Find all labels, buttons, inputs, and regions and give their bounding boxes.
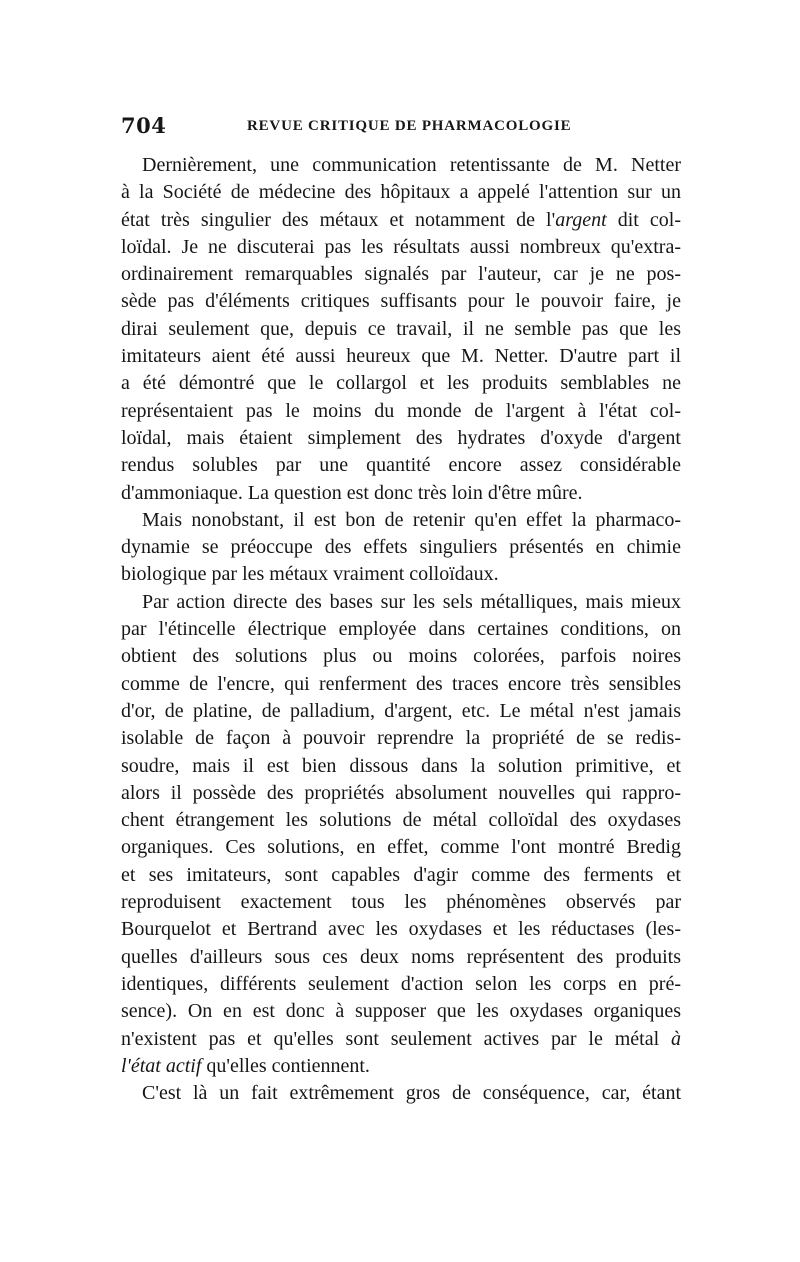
running-title: REVUE CRITIQUE DE PHARMACOLOGIE bbox=[247, 118, 572, 134]
text-line: d'ammoniaque. La question est donc très loin d'être mûre. bbox=[121, 481, 583, 504]
text-line: quelles d'ailleurs sous ces deux noms représentent des produits bbox=[121, 945, 681, 968]
text-line: à la Société de médecine des hôpitaux a appelé l'attention sur un bbox=[121, 181, 681, 204]
text-line: par l'étincelle électrique employée dans certaines conditions, on bbox=[121, 618, 681, 641]
text-line: Dernièrement, une communication retentissante de M. Netter bbox=[142, 154, 681, 176]
text-line: reproduisent exactement tous les phénomènes observés par bbox=[121, 891, 681, 914]
text-line: sède pas d'éléments critiques suffisants pour le pouvoir faire, je bbox=[121, 290, 681, 313]
italic-word: à bbox=[671, 1027, 681, 1050]
text-line: loïdal. Je ne discuterai pas les résultats aussi nombreux qu'extra- bbox=[121, 235, 681, 258]
page-header bbox=[121, 113, 681, 143]
text-line: Mais nonobstant, il est bon de retenir qu'en effet la pharmaco- bbox=[142, 508, 681, 531]
text-line: loïdal, mais étaient simplement des hydrates d'oxyde d'argent bbox=[121, 426, 681, 449]
text-line: n'existent pas et qu'elles sont seulement actives par le métal à bbox=[121, 1027, 681, 1050]
text-line: ordinairement remarquables signalés par l'auteur, car je ne pos- bbox=[121, 263, 681, 286]
text-line: Par action directe des bases sur les sels métalliques, mais mieux bbox=[142, 590, 681, 613]
text-line: a été démontré que le collargol et les produits semblables ne bbox=[121, 372, 681, 395]
text-line: obtient des solutions plus ou moins colorées, parfois noires bbox=[121, 645, 681, 668]
text-line: rendus solubles par une quantité encore assez considérable bbox=[121, 454, 681, 477]
text-line: imitateurs aient été aussi heureux que M. Netter. D'autre part il bbox=[121, 345, 681, 368]
text-line: sence). On en est donc à supposer que les oxydases organiques bbox=[121, 1000, 681, 1023]
text-line: l'état actif qu'elles contiennent. bbox=[121, 1054, 370, 1077]
text-line: état très singulier des métaux et notamment de l'argent dit col- bbox=[121, 208, 681, 231]
text-line: C'est là un fait extrêmement gros de conséquence, car, étant bbox=[142, 1082, 681, 1105]
text-line: chent étrangement les solutions de métal colloïdal des oxydases bbox=[121, 809, 681, 832]
text-line: alors il possède des propriétés absolument nouvelles qui rappro- bbox=[121, 781, 681, 804]
text-line: dynamie se préoccupe des effets singuliers présentés en chimie bbox=[121, 536, 681, 559]
body-text bbox=[121, 152, 681, 1107]
text-line: identiques, différents seulement d'action selon les corps en pré- bbox=[121, 972, 681, 995]
italic-word: argent bbox=[555, 208, 607, 231]
italic-phrase: l'état actif bbox=[121, 1054, 202, 1077]
text-line: et ses imitateurs, sont capables d'agir comme des ferments et bbox=[121, 863, 681, 886]
text-line: représentaient pas le moins du monde de l'argent à l'état col- bbox=[121, 399, 681, 422]
text-line: dirai seulement que, depuis ce travail, il ne semble pas que les bbox=[121, 317, 681, 340]
text-line: Bourquelot et Bertrand avec les oxydases et les réductases (les- bbox=[121, 918, 681, 941]
text-line: biologique par les métaux vraiment colloïdaux. bbox=[121, 563, 499, 586]
page-number: 704 bbox=[121, 113, 167, 138]
text-line: comme de l'encre, qui renferment des traces encore très sensibles bbox=[121, 672, 681, 695]
text-line: isolable de façon à pouvoir reprendre la propriété de se redis- bbox=[121, 727, 681, 750]
text-line: d'or, de platine, de palladium, d'argent, etc. Le métal n'est jamais bbox=[121, 699, 681, 722]
text-line: organiques. Ces solutions, en effet, comme l'ont montré Bredig bbox=[121, 836, 681, 859]
text-line: soudre, mais il est bien dissous dans la solution primitive, et bbox=[121, 754, 681, 777]
